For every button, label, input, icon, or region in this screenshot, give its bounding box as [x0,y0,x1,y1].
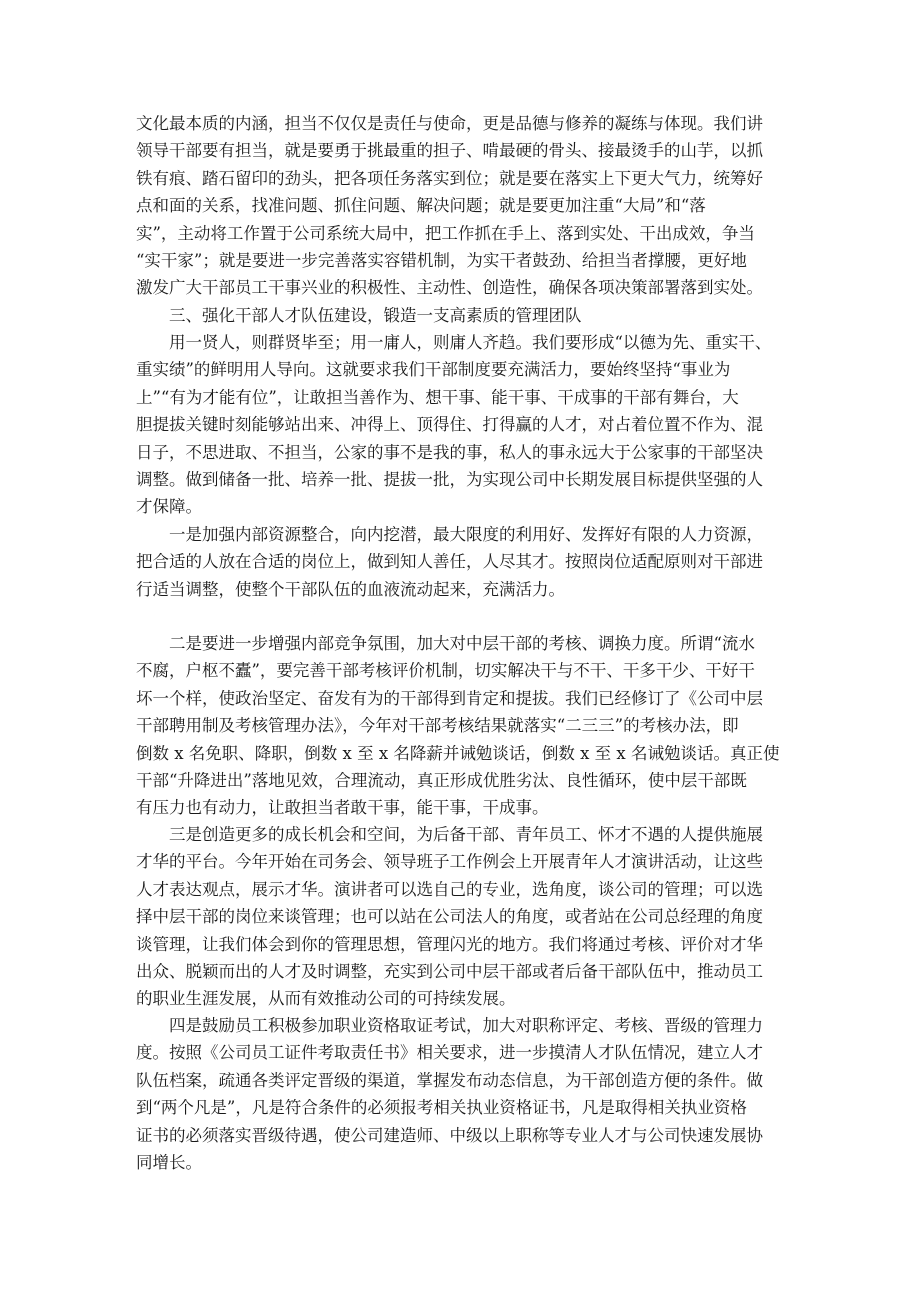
text-line: 激发广大干部员工干事兴业的积极性、主动性、创造性，确保各项决策部署落到实处。 [136,278,763,298]
text-line: 干部“升降进出”落地见效，合理流动，真正形成优胜劣汰、良性循环，使中层干部既 [136,770,747,790]
text-line: 证书的必须落实晋级待遇，使公司建造师、中级以上职称等专业人才与公司快速发展协 [136,1125,763,1145]
section-heading [136,302,796,329]
text-line: 重实绩”的鲜明用人导向。这就要求我们干部制度要充满活力，要始终坚持“事业为 [136,360,731,380]
text-line: 用一贤人，则群贤毕至；用一庸人，则庸人齐趋。我们要形成“以德为先、重实干、 [169,333,772,352]
text-line: 领导干部要有担当，就是要勇于挑最重的担子、啃最硬的骨头、接最烫手的山芋，以抓 [136,141,763,161]
text-line: 文化最本质的内涵，担当不仅仅是责任与使命，更是品德与修养的凝练与体现。我们讲 [136,114,763,133]
paragraph-5 [136,821,796,1013]
text-line: 坏一个样，使政治坚定、奋发有为的干部得到肯定和提拔。我们已经修订了《公司中层 [136,688,763,708]
text-line: “实干家”；就是要进一步完善落实容错机制，为实干者鼓劲、给担当者撑腰，更好地 [136,250,747,270]
text-line: 度。按照《公司员工证件考取责任书》相关要求，进一步摸清人才队伍情况，建立人才 [136,1043,763,1063]
text-line: 才保障。 [136,497,202,517]
text-line: 把合适的人放在合适的岗位上，做到知人善任，人尽其才。按照岗位适配原则对干部进 [136,552,763,572]
text-line: 上”“有为才能有位”，让敢担当善作为、想干事、能干事、干成事的干部有舞台，大 [136,387,739,407]
text-line: 才华的平台。今年开始在司务会、领导班子工作例会上开展青年人才演讲活动，让这些 [136,852,763,872]
paragraph-2 [136,329,796,521]
text-line: 谈管理，让我们体会到你的管理思想，管理闪光的地方。我们将通过考核、评价对才华 [136,934,763,954]
text-line: 到“两个凡是”，凡是符合条件的必须报考相关执业资格证书，凡是取得相关执业资格 [136,1098,747,1118]
text-line: 一是加强内部资源整合，向内挖潜，最大限度的利用好、发挥好有限的人力资源， [169,525,763,544]
paragraph-6 [136,1012,796,1176]
text-line: 实”，主动将工作置于公司系统大局中，把工作抓在手上、落到实处、干出成效，争当 [136,223,755,243]
text-line: 日子，不思进取、不担当，公家的事不是我的事，私人的事永远大于公家事的干部坚决 [136,442,763,462]
paragraph-3 [136,521,796,603]
text-line: 铁有痕、踏石留印的劲头，把各项任务落实到位；就是要在落实上下更大气力，统筹好 [136,168,763,188]
text-line: 点和面的关系，找准问题、抓住问题、解决问题；就是要更加注重“大局”和“落 [136,196,706,216]
text-line: 有压力也有动力，让敢担当者敢干事，能干事，干成事。 [136,798,549,818]
text-line: 四是鼓励员工积极参加职业资格取证考试，加大对职称评定、考核、晋级的管理力 [169,1016,763,1035]
paragraph-4 [136,630,796,822]
text-line: 倒数 x 名免职、降职，倒数 x 至 x 名降薪并诫勉谈话，倒数 x 至 x 名诫勉谈话。真正使 [136,743,780,763]
text-line: 择中层干部的岗位来谈管理；也可以站在公司法人的角度，或者站在公司总经理的角度 [136,907,763,927]
text-line: 行适当调整，使整个干部队伍的血液流动起来，充满活力。 [136,579,565,599]
text-line: 调整。做到储备一批、培养一批、提拔一批，为实现公司中长期发展目标提供坚强的人 [136,469,763,489]
heading-text: 三、强化干部人才队伍建设，锻造一支高素质的管理团队 [169,306,582,325]
text-line: 二是要进一步增强内部竞争氛围，加大对中层干部的考核、调换力度。所谓“流水 [169,634,755,653]
paragraph-1 [136,110,796,302]
text-line: 队伍档案，疏通各类评定晋级的渠道，掌握发布动态信息，为干部创造方便的条件。做 [136,1070,763,1090]
text-line: 三是创造更多的成长机会和空间，为后备干部、青年员工、怀才不遇的人提供施展 [169,825,763,844]
text-line: 同增长。 [136,1152,202,1172]
text-line: 出众、脱颖而出的人才及时调整，充实到公司中层干部或者后备干部队伍中，推动员工 [136,961,763,981]
text-line: 胆提拔关键时刻能够站出来、冲得上、顶得住、打得赢的人才，对占着位置不作为、混 [136,415,763,435]
text-line: 干部聘用制及考核管理办法》，今年对干部考核结果就落实“二三三”的考核办法，即 [136,716,739,736]
text-line: 人才表达观点，展示才华。演讲者可以选自己的专业，选角度，谈公司的管理；可以选 [136,879,763,899]
text-line: 不腐，户枢不蠹”，要完善干部考核评价机制，切实解决干与不干、干多干少、干好干 [136,661,755,681]
text-line: 的职业生涯发展，从而有效推动公司的可持续发展。 [136,989,516,1009]
